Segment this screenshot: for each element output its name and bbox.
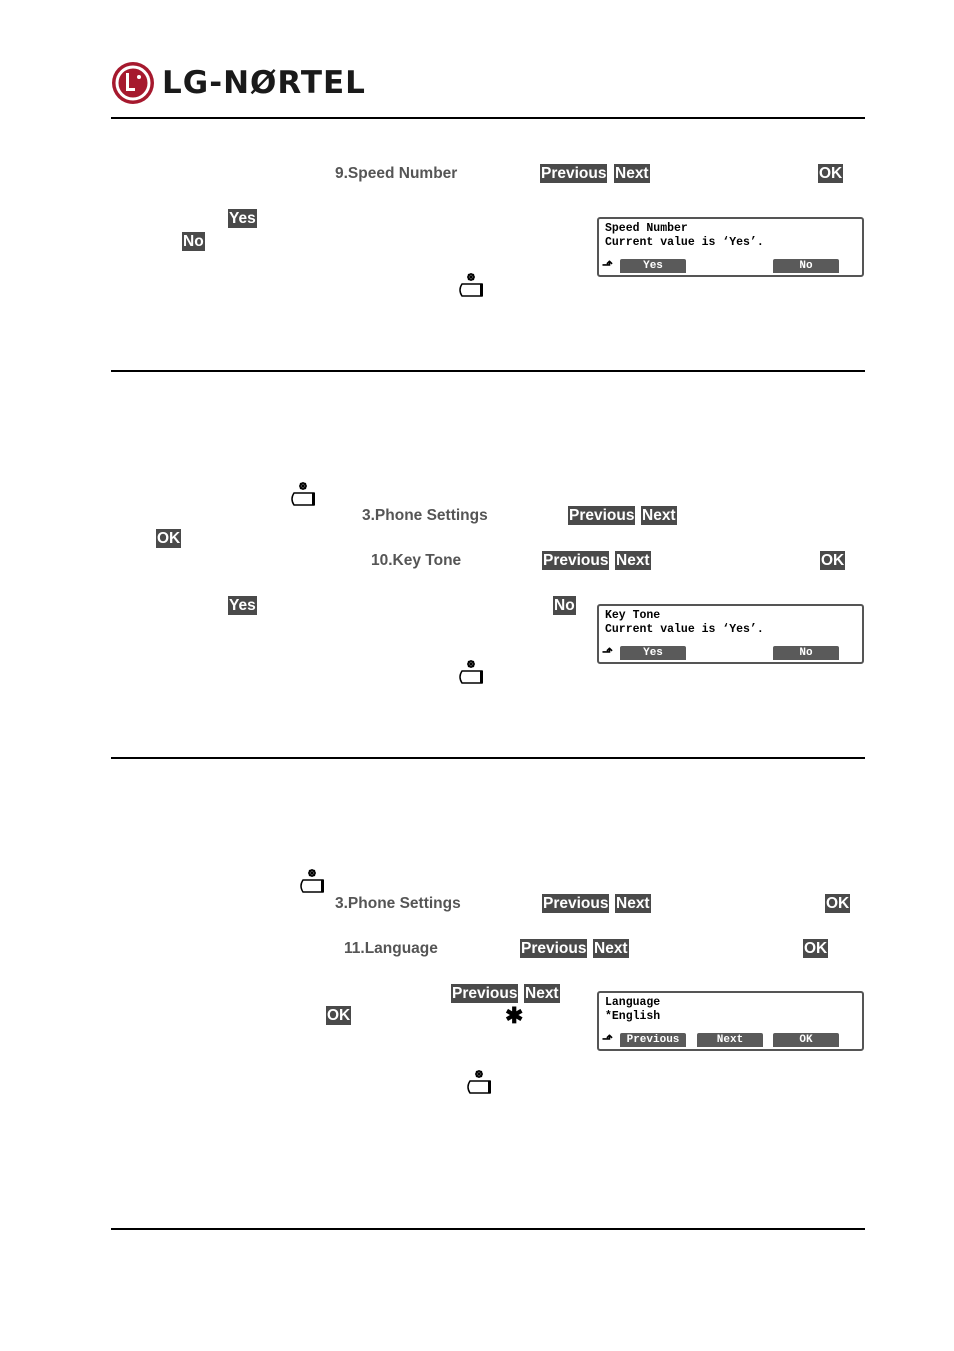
- ok-key: OK: [157, 530, 181, 547]
- lcd-display-speed-number: [597, 217, 864, 277]
- menu-item-key-tone: 10.Key Tone: [371, 552, 462, 569]
- brand-name: LG-NØRTEL: [162, 64, 366, 101]
- lcd-line-1: Key Tone: [605, 609, 661, 622]
- menu-key-icon: [288, 481, 318, 507]
- ok-key: OK: [826, 895, 850, 912]
- previous-key: Previous: [569, 507, 635, 524]
- ok-key: OK: [327, 1007, 351, 1024]
- previous-key: Previous: [521, 940, 587, 957]
- menu-item-phone-settings: 3.Phone Settings: [335, 895, 461, 912]
- menu-key-icon: [297, 868, 327, 894]
- lcd-line-1: Speed Number: [605, 222, 688, 235]
- section-divider: [111, 370, 865, 372]
- lcd-display-key-tone: [597, 604, 864, 664]
- menu-item-phone-settings: 3.Phone Settings: [362, 507, 488, 524]
- previous-key: Previous: [452, 985, 518, 1002]
- lcd-softkey-no: No: [773, 259, 839, 273]
- yes-key: Yes: [229, 597, 256, 614]
- lcd-softkey-next: Next: [697, 1033, 763, 1047]
- previous-key: Previous: [543, 895, 609, 912]
- back-arrow-icon: ⬏: [602, 645, 613, 660]
- lcd-softkey-ok: OK: [773, 1033, 839, 1047]
- yes-key: Yes: [229, 210, 256, 227]
- footer-divider: [111, 1228, 865, 1230]
- lcd-softkey-previous: Previous: [620, 1033, 686, 1047]
- menu-key-icon: [456, 659, 486, 685]
- lcd-line-2: *English: [605, 1010, 661, 1023]
- lcd-line-2: Current value is ‘Yes’.: [605, 236, 764, 249]
- lcd-softkey-yes: Yes: [620, 646, 686, 660]
- next-key: Next: [616, 895, 650, 912]
- back-arrow-icon: ⬏: [602, 258, 613, 273]
- star-key-icon: ✱: [505, 1003, 524, 1028]
- next-key: Next: [525, 985, 559, 1002]
- next-key: Next: [642, 507, 676, 524]
- next-key: Next: [615, 165, 649, 182]
- brand-logo: [112, 62, 366, 104]
- header-divider: [111, 117, 865, 119]
- lcd-softkey-yes: Yes: [620, 259, 686, 273]
- menu-key-icon: [456, 272, 486, 298]
- menu-key-icon: [464, 1069, 494, 1095]
- no-key: No: [554, 597, 575, 614]
- previous-key: Previous: [541, 165, 607, 182]
- menu-item-speed-number: 9.Speed Number: [335, 165, 458, 182]
- lcd-line-2: Current value is ‘Yes’.: [605, 623, 764, 636]
- lg-logo-icon: [112, 62, 154, 104]
- lcd-display-language: [597, 991, 864, 1051]
- next-key: Next: [594, 940, 628, 957]
- lcd-softkey-no: No: [773, 646, 839, 660]
- menu-item-language: 11.Language: [344, 940, 438, 957]
- section-divider: [111, 757, 865, 759]
- next-key: Next: [616, 552, 650, 569]
- ok-key: OK: [804, 940, 828, 957]
- back-arrow-icon: ⬏: [602, 1032, 613, 1047]
- previous-key: Previous: [543, 552, 609, 569]
- lcd-line-1: Language: [605, 996, 661, 1009]
- no-key: No: [183, 233, 204, 250]
- ok-key: OK: [819, 165, 843, 182]
- ok-key: OK: [821, 552, 845, 569]
